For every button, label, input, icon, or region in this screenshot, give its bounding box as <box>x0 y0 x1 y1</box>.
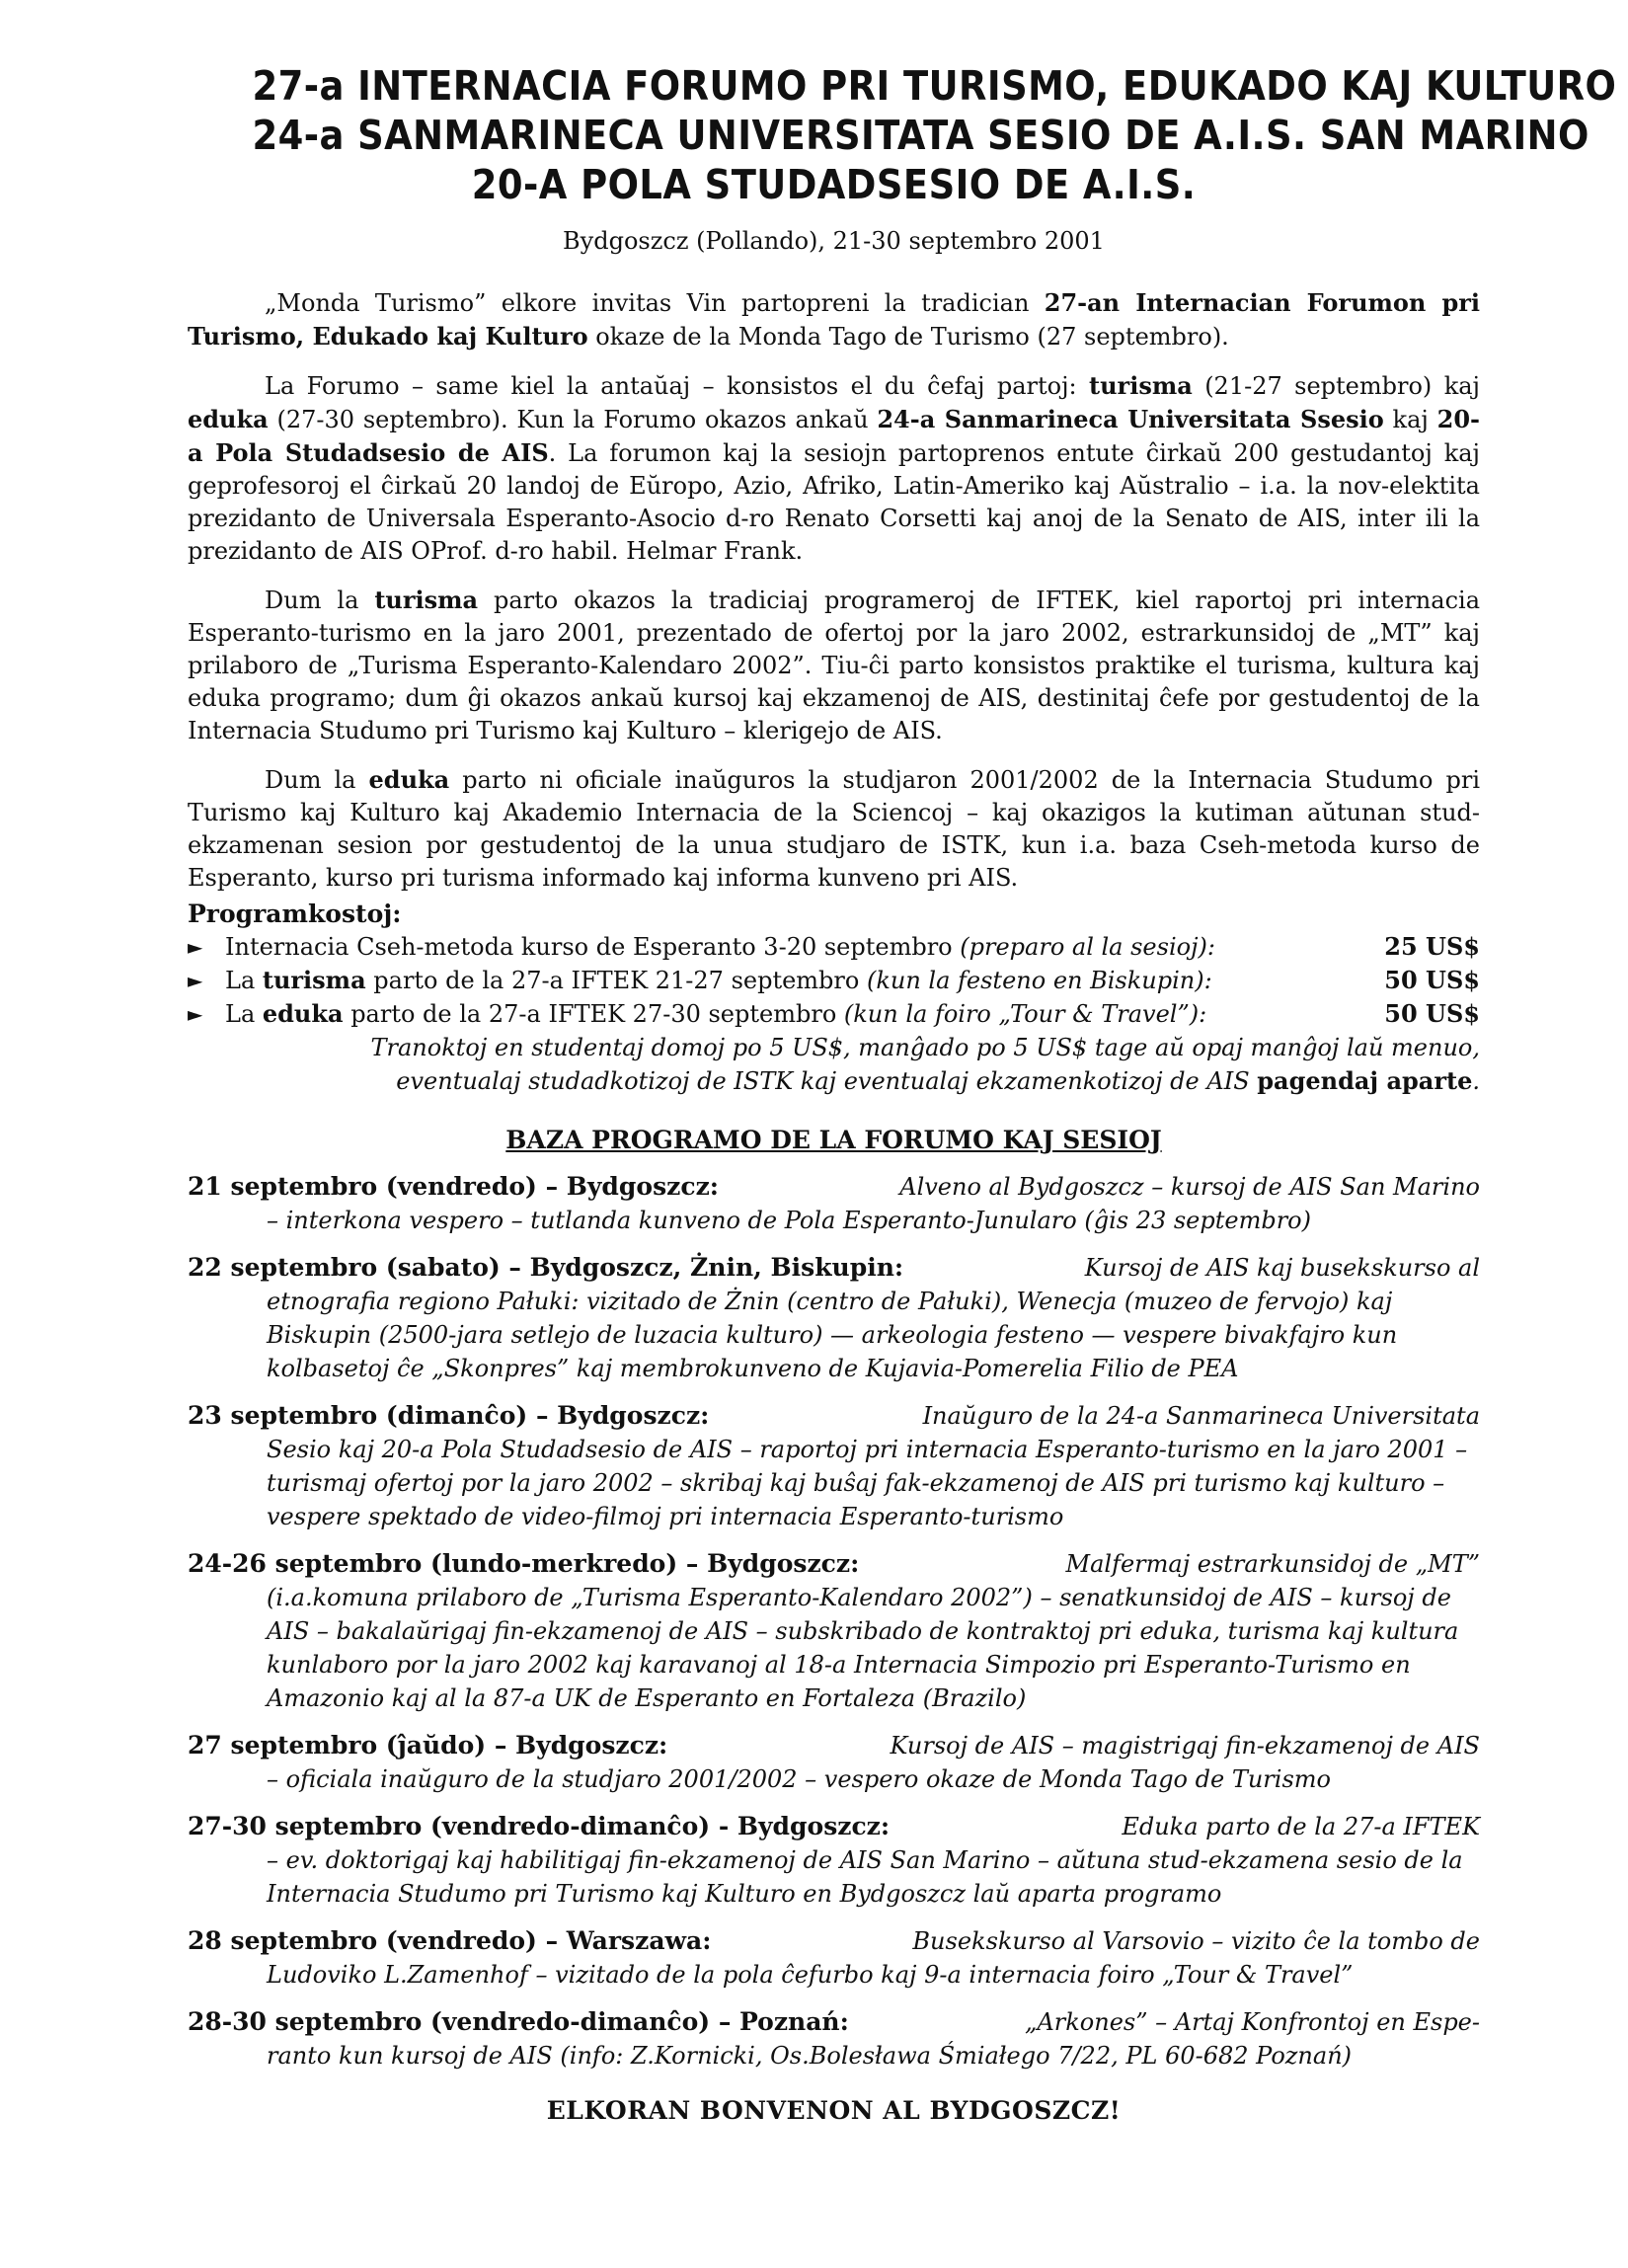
cost-price: 50 US$ <box>1384 966 1480 994</box>
title-line-1: 27-a INTERNACIA FORUMO PRI TURISMO, EDUKADO KAJ KULTURO <box>252 62 1617 110</box>
program-day-desc: etnografia regiono Pałuki: vizitado de Żnin (centro de Pałuki), Wenecja (muzeo de fervojo) kaj Biskupin (2500-jara setlejo de luzacia kulturo) — arkeologia festeno — vespere bivakfajro kun kolbasetoj ĉe „Skonpres” kaj membrokunveno de Kujavia-Pomerelia Filio de PEA <box>267 1288 1398 1382</box>
program-heading: BAZA PROGRAMO DE LA FORUMO KAJ SESIOJ <box>505 1126 1162 1154</box>
program-day-heading: 21 septembro (vendredo) – Bydgoszcz: <box>188 1172 719 1201</box>
program-day-heading: 23 septembro (dimanĉo) – Bydgoszcz: <box>188 1401 710 1430</box>
bullet-arrow-icon: ► <box>188 1002 203 1026</box>
costs-heading: Programkostoj: <box>188 899 402 928</box>
program-day <box>188 1547 1480 1715</box>
intro-paragraph-2: La Forumo – same kiel la antaŭaj – konsistos el du ĉefaj partoj: turisma (21-27 septembro) kaj eduka (27-30 septembro). Kun la Forumo okazos ankaŭ 24-a Sanmarineca Universitata Ssesio kaj 20-a Pola Studadsesio de AIS. La forumon kaj la sesiojn partoprenos entute ĉirkaŭ 200 gestudantoj kaj geprofesoroj el ĉirkaŭ 20 landoj de Eŭropo, Azio, Afriko, Latin-Ameriko kaj Aŭstralio – i.a. la nov-elektita prezidanto de Universala Esperanto-Asocio d-ro Renato Corsetti kaj anoj de la Senato de AIS, inter ili la prezidanto de AIS OProf. d-ro habil. Helmar Frank. <box>188 371 1481 565</box>
program-day-heading: 27-30 septembro (vendredo-dimanĉo) - Bydgoszcz: <box>188 1812 891 1840</box>
program-day-desc-start: Alveno al Bydgoszcz – kursoj de AIS San Marino <box>899 1173 1480 1201</box>
costs-section <box>188 899 1480 1098</box>
costs-list <box>188 930 1480 1031</box>
bullet-arrow-icon: ► <box>188 969 203 992</box>
program-day-heading: 27 septembro (ĵaŭdo) – Bydgoszcz: <box>188 1731 668 1760</box>
cost-row <box>188 930 1480 964</box>
program-day <box>188 1170 1480 1237</box>
program-day-heading: 28-30 septembro (vendredo-dimanĉo) – Poznań: <box>188 2007 849 2036</box>
program-day <box>188 2005 1480 2072</box>
cost-description: Internacia Cseh-metoda kurso de Esperanto 3-20 septembro (preparo al la sesioj): <box>225 933 1215 961</box>
program-day-heading: 28 septembro (vendredo) – Warszawa: <box>188 1926 712 1955</box>
cost-price: 50 US$ <box>1384 999 1480 1028</box>
program-day-desc: – ev. doktorigaj kaj habilitigaj fin-ekzamenoj de AIS San Marino – aŭtuna stud-ekzamena sesio de la Internacia Studumo pri Turismo kaj Kulturo en Bydgoszcz laŭ aparta programo <box>267 1846 1463 1908</box>
program-list <box>188 1170 1480 2072</box>
program-day <box>188 1810 1480 1911</box>
program-day <box>188 1399 1480 1533</box>
program-day-desc-start: Malfermaj estrarkunsidoj de „MT” <box>1065 1550 1480 1578</box>
title-block <box>188 61 1617 255</box>
title-line-2: 24-a SANMARINECA UNIVERSITATA SESIO DE A.I.S. SAN MARINO <box>252 112 1589 159</box>
program-day-heading: 22 septembro (sabato) – Bydgoszcz, Żnin, Biskupin: <box>188 1253 904 1282</box>
program-day-desc: – interkona vespero – tutlanda kunveno de Pola Esperanto-Junularo (ĝis 23 septembro) <box>267 1207 1311 1234</box>
program-day-desc: – oficiala inaŭguro de la studjaro 2001/2002 – vespero okaze de Monda Tago de Turismo <box>267 1765 1331 1793</box>
title-line-3: 20-A POLA STUDADSESIO DE A.I.S. <box>471 161 1197 208</box>
cost-row <box>188 997 1480 1031</box>
program-day-desc: ranto kun kursoj de AIS (info: Z.Kornicki, Os.Bolesława Śmiałego 7/22, PL 60-682 Poznań) <box>267 2042 1353 2070</box>
cost-description: La eduka parto de la 27-a IFTEK 27-30 septembro (kun la foiro „Tour & Travel”): <box>225 999 1207 1028</box>
program-day-desc-start: Kursoj de AIS – magistrigaj fin-ekzamenoj de AIS <box>890 1732 1480 1760</box>
program-day-desc-start: Busekskurso al Varsovio – vizito ĉe la tombo de <box>912 1927 1480 1955</box>
cost-row <box>188 964 1480 997</box>
cost-description: La turisma parto de la 27-a IFTEK 21-27 septembro (kun la festeno en Biskupin): <box>225 966 1212 994</box>
bullet-arrow-icon: ► <box>188 935 203 959</box>
program-day-desc: Ludoviko L.Zamenhof – vizitado de la pola ĉefurbo kaj 9-a internacia foiro „Tour & Travel” <box>267 1961 1354 1989</box>
program-day <box>188 1924 1480 1992</box>
program-day-desc-start: Kursoj de AIS kaj busekskurso al <box>1084 1254 1480 1282</box>
costs-note: Tranoktoj en studentaj domoj po 5 US$, manĝado po 5 US$ tage aŭ opaj manĝoj laŭ menuo, eventualaj studadkotizoj de ISTK kaj eventualaj ekzamenkotizoj de AIS pagendaj aparte. <box>370 1034 1480 1095</box>
intro-paragraph-1: „Monda Turismo” elkore invitas Vin partopreni la tradician 27-an Internacian Forumon pri Turismo, Edukado kaj Kulturo okaze de la Monda Tago de Turismo (27 septembro). <box>188 288 1480 351</box>
program-day-desc: (i.a.komuna prilaboro de „Turisma Esperanto-Kalendaro 2002”) – senatkunsidoj de AIS – kursoj de AIS – bakalaŭrigaj fin-ekzamenoj de AIS – subskribado de kontraktoj pri eduka, turisma kaj kultura kunlaboro por la jaro 2002 kaj karavanoj al 18-a Internacia Simpozio pri Esperanto-Turismo en Amazonio kaj al la 87-a UK de Esperanto en Fortaleza (Brazilo) <box>267 1584 1459 1712</box>
program-day <box>188 1251 1480 1385</box>
program-day-desc-start: Eduka parto de la 27-a IFTEK <box>1122 1813 1480 1840</box>
intro-paragraph-3: Dum la turisma parto okazos la tradiciaj programeroj de IFTEK, kiel raportoj pri internacia Esperanto-turismo en la jaro 2001, prezentado de ofertoj por la jaro 2002, estrarkunsidoj de „MT” kaj prilaboro de „Turisma Esperanto-Kalendaro 2002”. Tiu-ĉi parto konsistos praktike el turisma, kultura kaj eduka programo; dum ĝi okazos ankaŭ kursoj kaj ekzamenoj de AIS, destinitaj ĉefe por gestudentoj de la Internacia Studumo pri Turismo kaj Kulturo – klerigejo de AIS. <box>188 586 1481 744</box>
cost-price: 25 US$ <box>1384 932 1480 961</box>
subtitle: Bydgoszcz (Pollando), 21-30 septembro 2001 <box>563 227 1105 255</box>
closing-line: ELKORAN BONVENON AL BYDGOSZCZ! <box>546 2096 1122 2125</box>
program-day-desc: Sesio kaj 20-a Pola Studadsesio de AIS – raportoj pri internacia Esperanto-turismo en la jaro 2001 – turismaj ofertoj por la jaro 2002 – skribaj kaj buŝaj fak-ekzamenoj de AIS pri turismo kaj kulturo – vespere spektado de video-filmoj pri internacia Esperanto-turismo <box>267 1436 1468 1530</box>
intro-paragraph-4: Dum la eduka parto ni oficiale inaŭguros la studjaron 2001/2002 de la Internacia Studumo pri Turismo kaj Kulturo kaj Akademio Internacia de la Sciencoj – kaj okazigos la kutiman aŭtunan stud-ekzamenan sesion por gestudentoj de la unua studjaro de ISTK, kun i.a. baza Cseh-metoda kurso de Esperanto, kurso pri turisma informado kaj informa kunveno pri AIS. <box>188 765 1481 892</box>
program-day-desc-start: „Arkones” – Artaj Konfrontoj en Espe- <box>1025 2008 1480 2036</box>
program-day-heading: 24-26 septembro (lundo-merkredo) – Bydgoszcz: <box>188 1549 860 1578</box>
program-day-desc-start: Inaŭguro de la 24-a Sanmarineca Universitata <box>922 1402 1480 1430</box>
program-day <box>188 1729 1480 1796</box>
